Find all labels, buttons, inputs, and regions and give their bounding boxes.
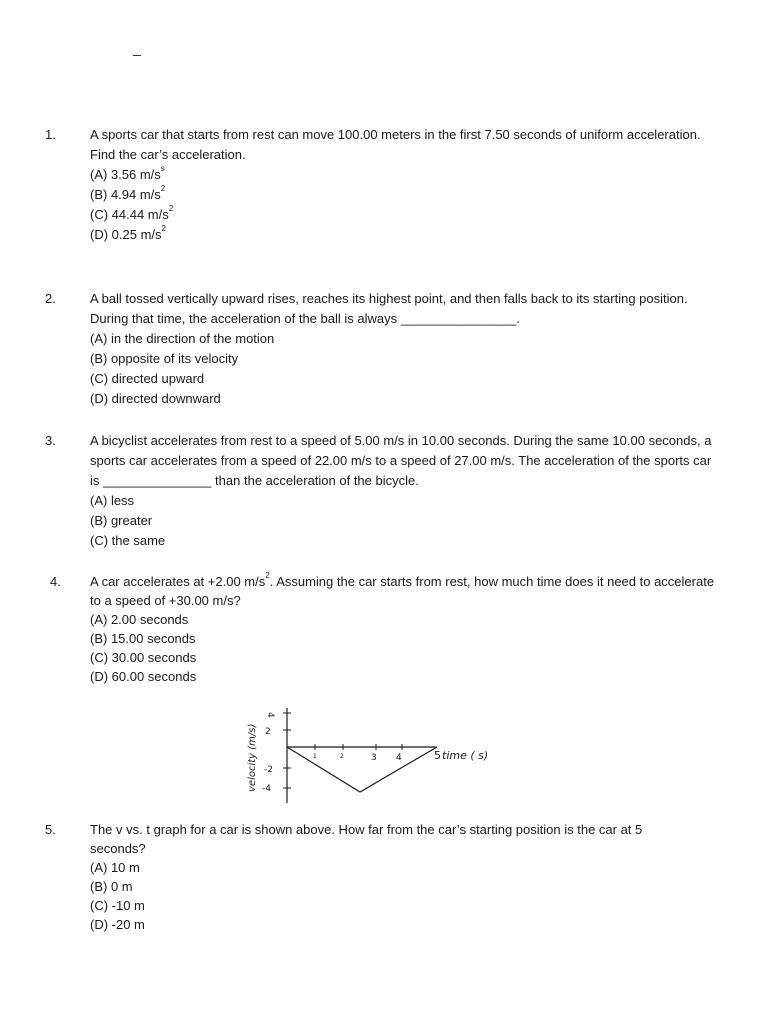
option-a: (A) 3.56 $m/s^s$ bbox=[90, 164, 165, 182]
question-number: 3. bbox=[45, 433, 56, 448]
x-axis-label: time ( s) bbox=[442, 749, 489, 762]
option-c: (C) directed upward bbox=[90, 371, 205, 386]
option-b: (B) 4.94 $m/s^2$ bbox=[90, 184, 166, 202]
option-b: (B) opposite of its velocity bbox=[90, 351, 239, 366]
question-body bbox=[90, 572, 720, 686]
option-d: (D) -20 m bbox=[90, 917, 145, 932]
velocity-line bbox=[287, 747, 437, 792]
y-tick-label: 2 bbox=[265, 727, 271, 737]
question-body bbox=[90, 125, 720, 245]
option-a: (A) in the direction of the motion bbox=[90, 331, 275, 346]
option-d: (D) 60.00 seconds bbox=[90, 669, 197, 684]
velocity-time-graph bbox=[240, 700, 530, 810]
option-a: (A) 10 m bbox=[90, 860, 140, 875]
option-c: (C) 44.44 $m/s^2$ bbox=[90, 204, 174, 222]
y-tick-label: 4 bbox=[265, 712, 275, 718]
option-a: (A) 2.00 seconds bbox=[90, 612, 189, 627]
option-c: (C) the same bbox=[90, 533, 166, 548]
x-tick-label: 4 bbox=[396, 753, 402, 763]
option-b: (B) 0 m bbox=[90, 879, 133, 894]
y-tick-label: -2 bbox=[264, 765, 273, 775]
option-d: (D) 0.25 $m/s^2$ bbox=[90, 224, 166, 242]
question-body bbox=[90, 820, 700, 934]
question-number: 4. bbox=[50, 574, 61, 589]
option-d: (D) directed downward bbox=[90, 391, 221, 406]
question-stem: A bicyclist accelerates from rest to a speed of 5.00 m/s in 10.00 seconds. During the same 10.00 seconds, a sports car accelerates from a speed of 22.00 m/s to a speed of 27.00 m/s. The acceleration of the sports car is _______________ than the acceleration of the bicycle. bbox=[90, 433, 712, 488]
x-tick-label: 2 bbox=[340, 753, 344, 760]
x-tick-label: 3 bbox=[371, 753, 377, 763]
x-tick-label: 5 bbox=[434, 749, 441, 762]
question-body bbox=[90, 431, 720, 551]
option-b: (B) greater bbox=[90, 513, 153, 528]
question-body bbox=[90, 289, 720, 409]
option-a: (A) less bbox=[90, 493, 135, 508]
question-number: 2. bbox=[45, 291, 56, 306]
question-stem: A sports car that starts from rest can move 100.00 meters in the first 7.50 seconds of uniform acceleration. Find the car’s acceleration. bbox=[90, 127, 701, 162]
option-c: (C) -10 m bbox=[90, 898, 145, 913]
question-number: 1. bbox=[45, 127, 56, 142]
header-mark: _ bbox=[133, 40, 141, 56]
option-c: (C) 30.00 seconds bbox=[90, 650, 197, 665]
y-tick-label: -4 bbox=[262, 784, 271, 794]
x-tick-label: 1 bbox=[313, 753, 317, 760]
y-axis-label: velocity (m/s) bbox=[247, 723, 258, 792]
option-b: (B) 15.00 seconds bbox=[90, 631, 196, 646]
question-stem: A ball tossed vertically upward rises, reaches its highest point, and then falls back to its starting position. During that time, the acceleration of the ball is always ________________. bbox=[90, 291, 688, 326]
question-stem: A car accelerates at +2.00 $m/s^2$. Assuming the car starts from rest, how much time does it need to accelerate to a speed of +30.00 m/s? bbox=[90, 571, 715, 608]
question-number: 5. bbox=[45, 822, 56, 837]
question-stem: The v vs. t graph for a car is shown above. How far from the car’s starting position is the car at 5 seconds? bbox=[90, 822, 643, 856]
